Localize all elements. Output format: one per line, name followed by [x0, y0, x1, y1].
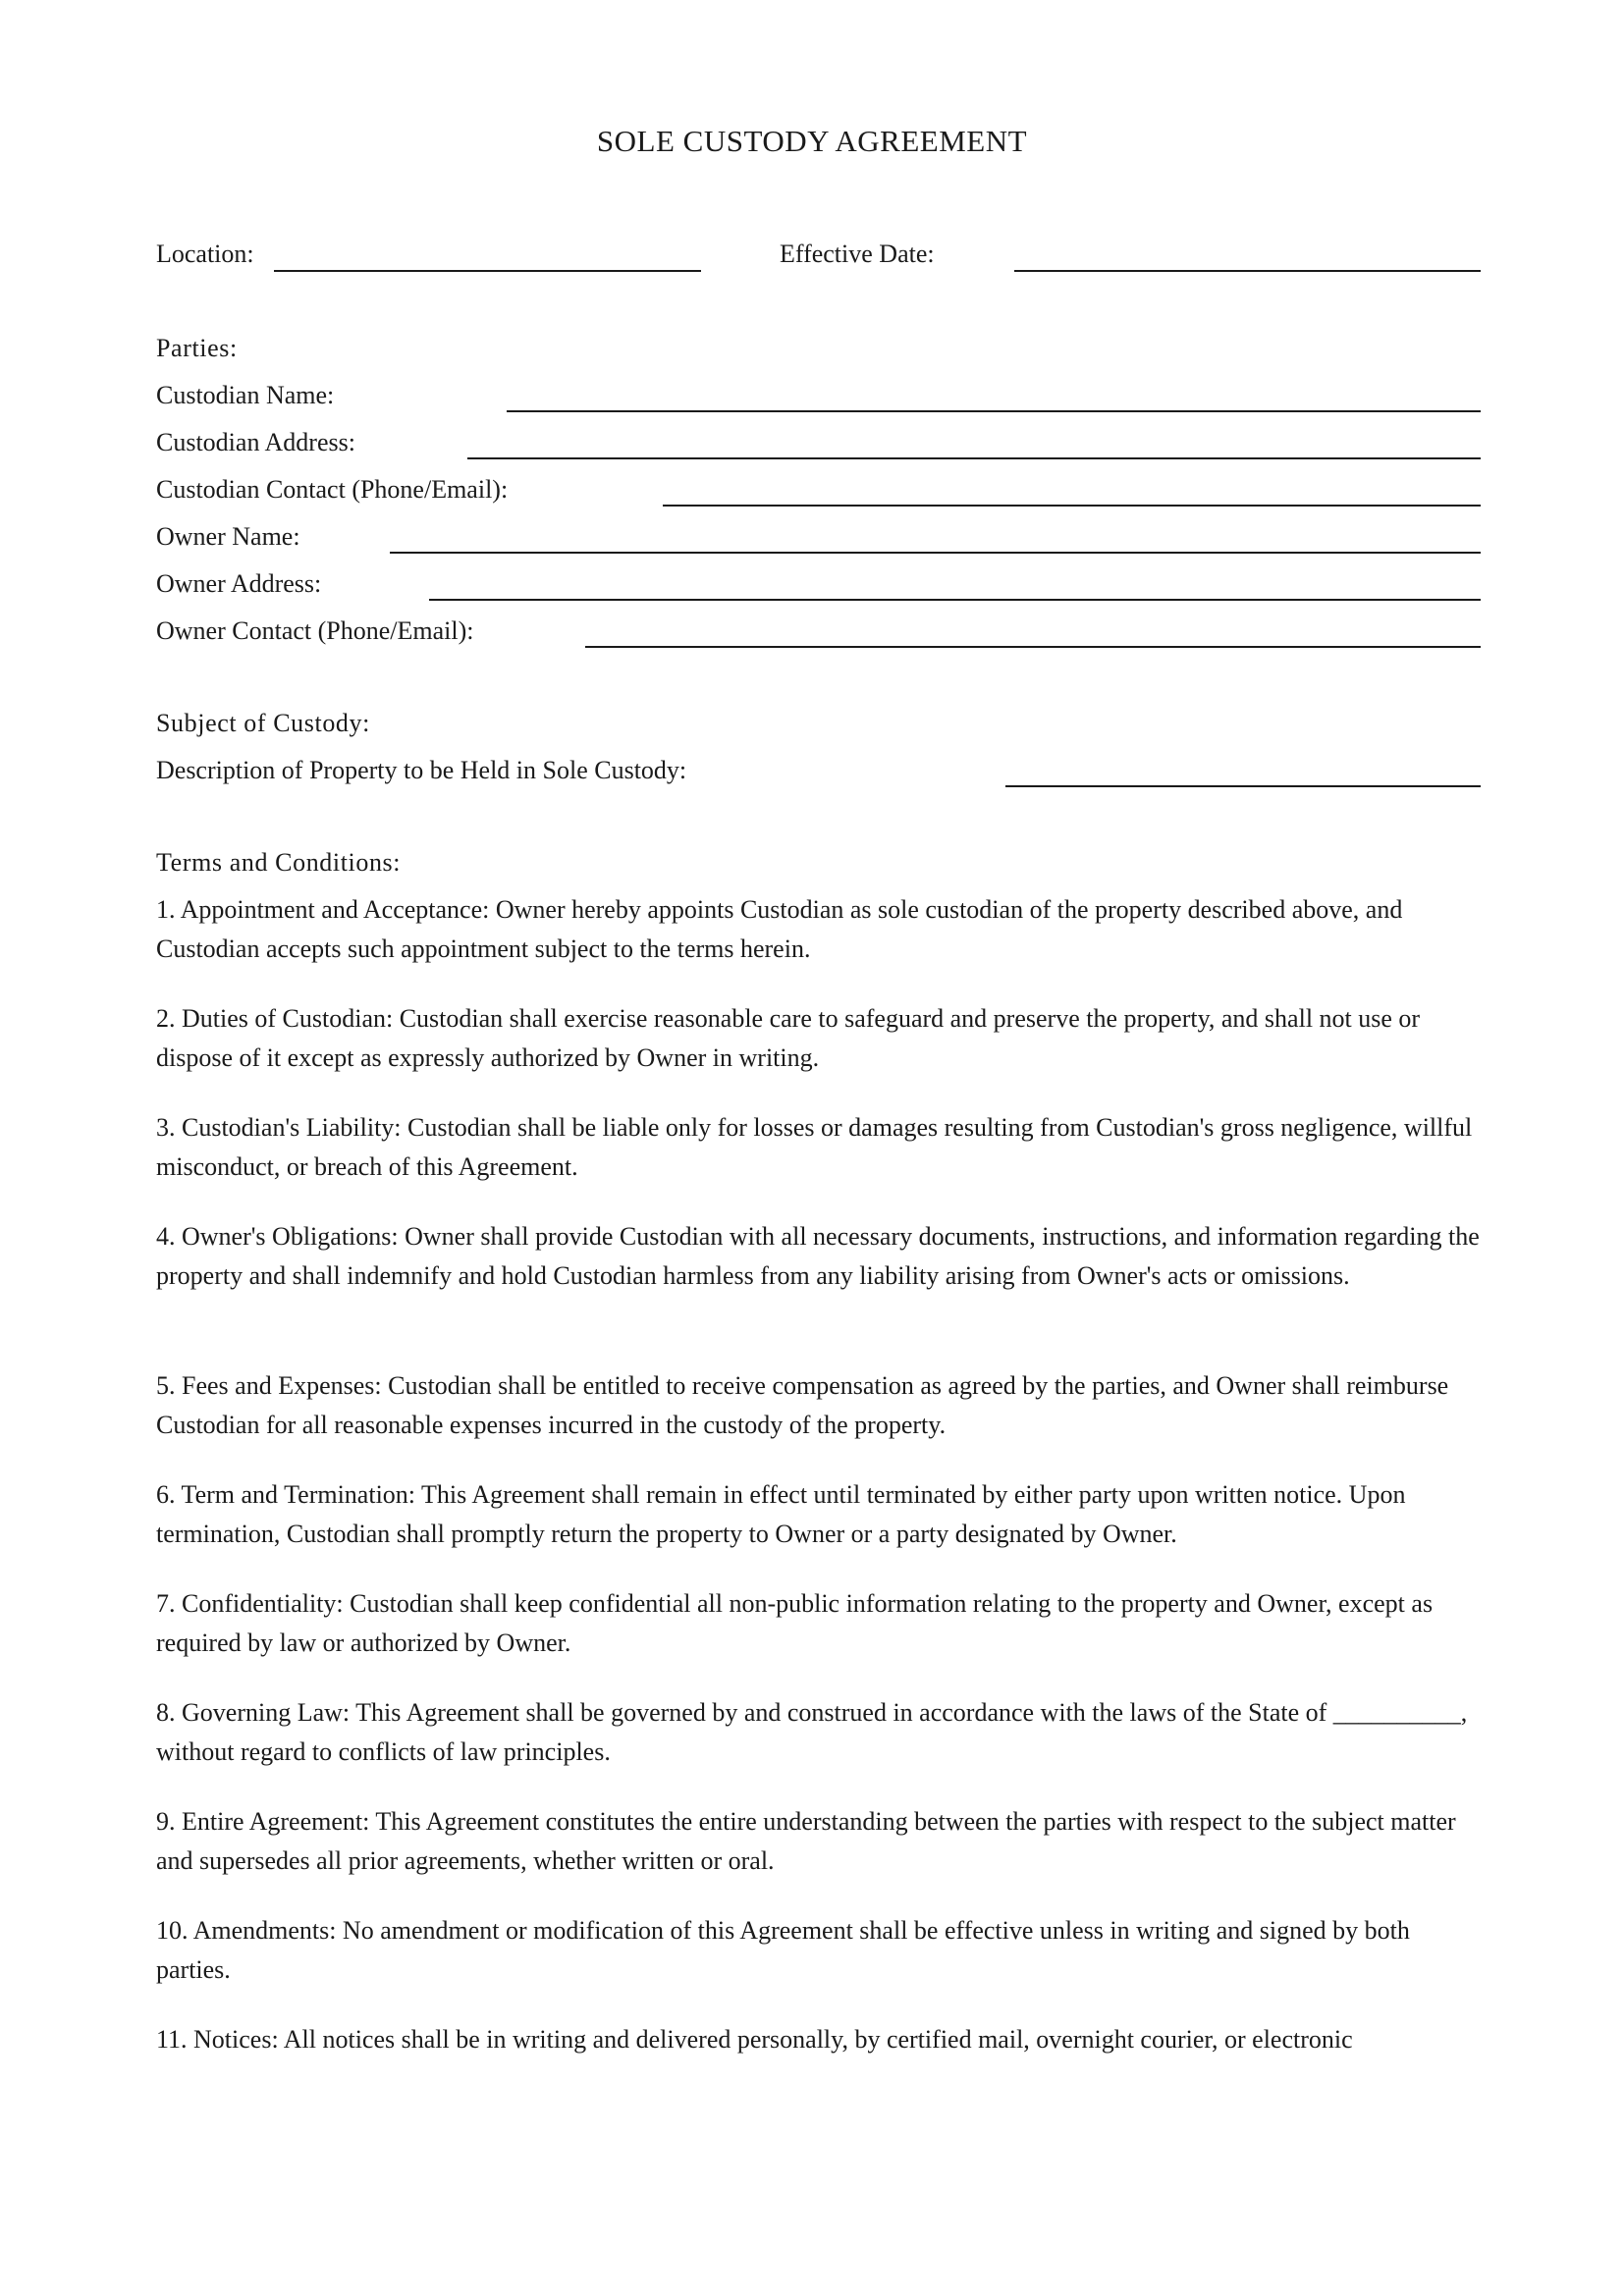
clause-liability: 3. Custodian's Liability: Custodian shall be liable only for losses or damages resulting from Custodian's gross negligence, willful misconduct, or breach of this Agreement. [156, 1113, 1473, 1181]
clause-governing-law: 8. Governing Law: This Agreement shall be governed by and construed in accordance with the laws of the State of __________, without regard to conflicts of law principles. [156, 1698, 1468, 1766]
clause-confidentiality: 7. Confidentiality: Custodian shall keep confidential all non-public information relating to the property and Owner, except as required by law or authorized by Owner. [156, 1589, 1434, 1657]
subject-heading: Subject of Custody: [156, 709, 370, 737]
custodian-contact-field[interactable] [663, 505, 1481, 507]
custodian-name-field[interactable] [507, 410, 1481, 412]
property-description-field[interactable] [1005, 785, 1481, 787]
owner-contact-label: Owner Contact (Phone/Email): [156, 616, 474, 645]
clause-fees: 5. Fees and Expenses: Custodian shall be entitled to receive compensation as agreed by the parties, and Owner shall reimburse Custodian for all reasonable expenses incurred in the custody of the property. [156, 1371, 1449, 1439]
parties-heading: Parties: [156, 334, 238, 362]
location-field[interactable] [274, 270, 701, 272]
document-title: SOLE CUSTODY AGREEMENT [596, 124, 1028, 158]
custodian-address-field[interactable] [467, 457, 1481, 459]
clause-term: 6. Term and Termination: This Agreement shall remain in effect until terminated by either party upon written notice. Upon termination, Custodian shall promptly return the property to Owner or a party designated by Owner. [156, 1480, 1406, 1548]
owner-name-label: Owner Name: [156, 522, 300, 551]
custodian-address-label: Custodian Address: [156, 428, 355, 456]
owner-address-label: Owner Address: [156, 569, 322, 598]
owner-name-field[interactable] [390, 552, 1481, 554]
clause-notices: 11. Notices: All notices shall be in writing and delivered personally, by certified mail, overnight courier, or electronic [156, 2025, 1353, 2054]
location-label: Location: [156, 240, 254, 268]
clause-amendments: 10. Amendments: No amendment or modification of this Agreement shall be effective unless in writing and signed by both parties. [156, 1916, 1410, 1984]
custodian-contact-label: Custodian Contact (Phone/Email): [156, 475, 509, 504]
terms-heading: Terms and Conditions: [156, 848, 402, 877]
clause-duties: 2. Duties of Custodian: Custodian shall exercise reasonable care to safeguard and preserve the property, and shall not use or dispose of it except as expressly authorized by Owner in writing. [156, 1004, 1421, 1072]
clause-entire-agreement: 9. Entire Agreement: This Agreement constitutes the entire understanding between the parties with respect to the subject matter and supersedes all prior agreements, whether written or oral. [156, 1807, 1456, 1875]
effective-date-label: Effective Date: [780, 240, 935, 268]
owner-contact-field[interactable] [585, 646, 1481, 648]
property-description-label: Description of Property to be Held in Sole Custody: [156, 756, 687, 784]
custodian-name-label: Custodian Name: [156, 381, 335, 409]
clause-appointment: 1. Appointment and Acceptance: Owner hereby appoints Custodian as sole custodian of the property described above, and Custodian accepts such appointment subject to the terms herein. [156, 895, 1403, 963]
clause-owner-obligations: 4. Owner's Obligations: Owner shall provide Custodian with all necessary documents, instructions, and information regarding the property and shall indemnify and hold Custodian harmless from any liability arising from Owner's acts or omissions. [156, 1222, 1480, 1290]
effective-date-field[interactable] [1014, 270, 1481, 272]
owner-address-field[interactable] [429, 599, 1481, 601]
